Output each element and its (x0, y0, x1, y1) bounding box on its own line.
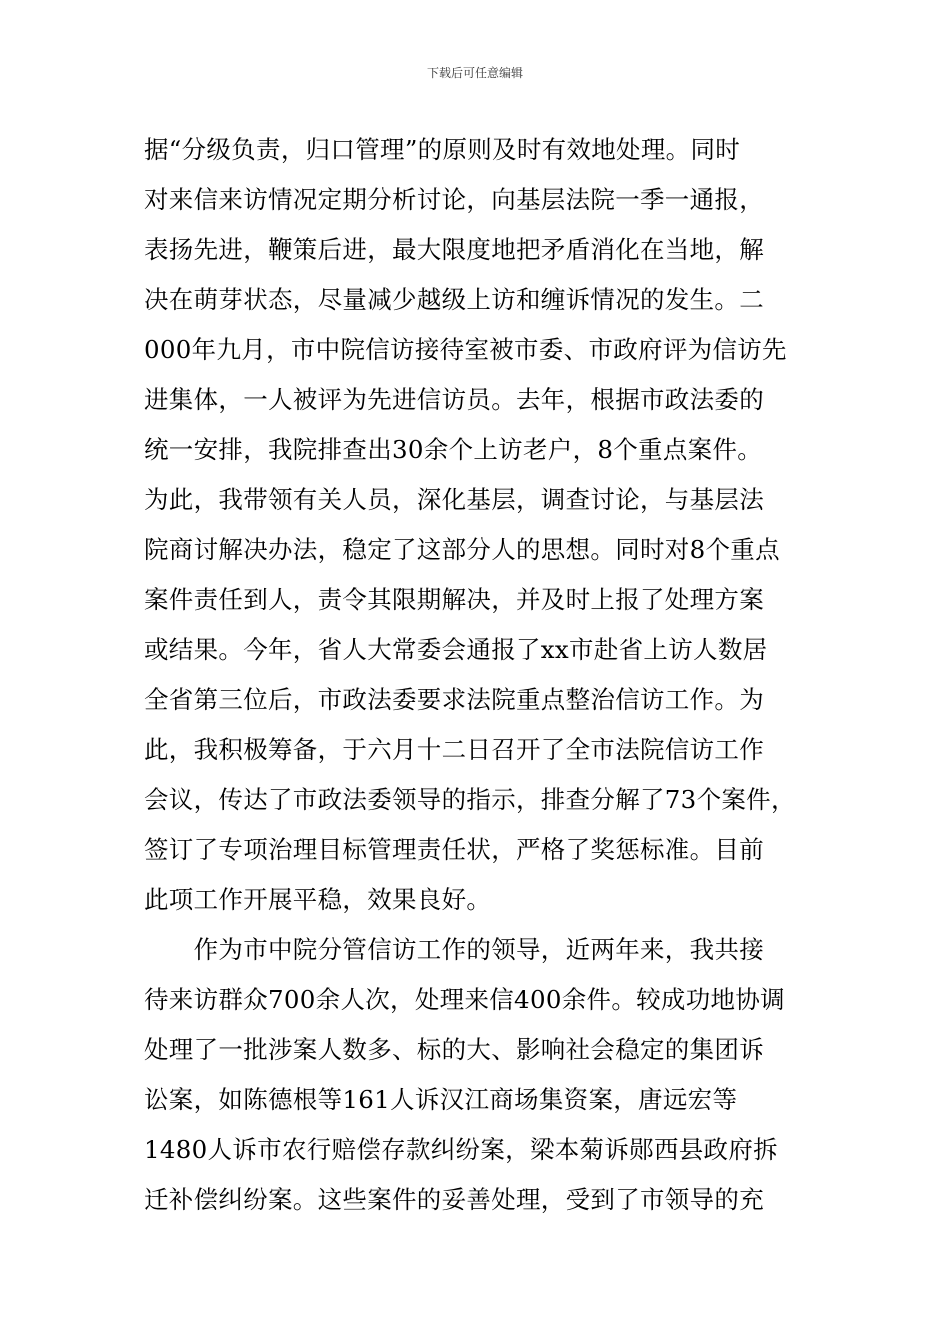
text-line: 作为市中院分管信访工作的领导，近两年来，我共接 (144, 935, 764, 964)
text-line: 案件责任到人，责令其限期解决，并及时上报了处理方案 (144, 585, 764, 614)
text-line: 表扬先进，鞭策后进，最大限度地把矛盾消化在当地，解 (144, 235, 764, 264)
text-line: 对来信来访情况定期分析讨论，向基层法院一季一通报， (144, 185, 764, 214)
text-line: 统一安排，我院排查出30余个上访老户，8个重点案件。 (144, 435, 763, 464)
text-line: 会议，传达了市政法委领导的指示，排查分解了73个案件， (144, 785, 796, 814)
text-line: 此项工作开展平稳，效果良好。 (144, 885, 492, 914)
text-line: 000年九月，市中院信访接待室被市委、市政府评为信访先 (144, 335, 787, 364)
text-line: 进集体，一人被评为先进信访员。去年，根据市政法委的 (144, 385, 764, 414)
text-line: 为此，我带领有关人员，深化基层，调查讨论，与基层法 (144, 485, 764, 514)
page-header-note: 下载后可任意编辑 (426, 66, 523, 80)
text-line: 据“分级负责，归口管理”的原则及时有效地处理。同时 (144, 135, 741, 164)
text-line: 1480人诉市农行赔偿存款纠纷案，梁本菊诉郧西县政府拆 (144, 1135, 778, 1164)
document-body (144, 125, 814, 1225)
text-line: 处理了一批涉案人数多、标的大、影响社会稳定的集团诉 (144, 1035, 764, 1064)
text-line: 院商讨解决办法，稳定了这部分人的思想。同时对8个重点 (144, 535, 780, 564)
text-line: 或结果。今年，省人大常委会通报了xx市赴省上访人数居 (144, 635, 768, 664)
text-line: 讼案，如陈德根等161人诉汉江商场集资案，唐远宏等 (144, 1085, 738, 1114)
text-line: 此，我积极筹备，于六月十二日召开了全市法院信访工作 (144, 735, 764, 764)
text-line: 迁补偿纠纷案。这些案件的妥善处理，受到了市领导的充 (144, 1185, 764, 1214)
text-line: 待来访群众700余人次，处理来信400余件。较成功地协调 (144, 985, 785, 1014)
text-line: 全省第三位后，市政法委要求法院重点整治信访工作。为 (144, 685, 764, 714)
text-line: 决在萌芽状态，尽量减少越级上访和缠诉情况的发生。二 (144, 285, 764, 314)
text-line: 签订了专项治理目标管理责任状，严格了奖惩标准。目前 (144, 835, 764, 864)
